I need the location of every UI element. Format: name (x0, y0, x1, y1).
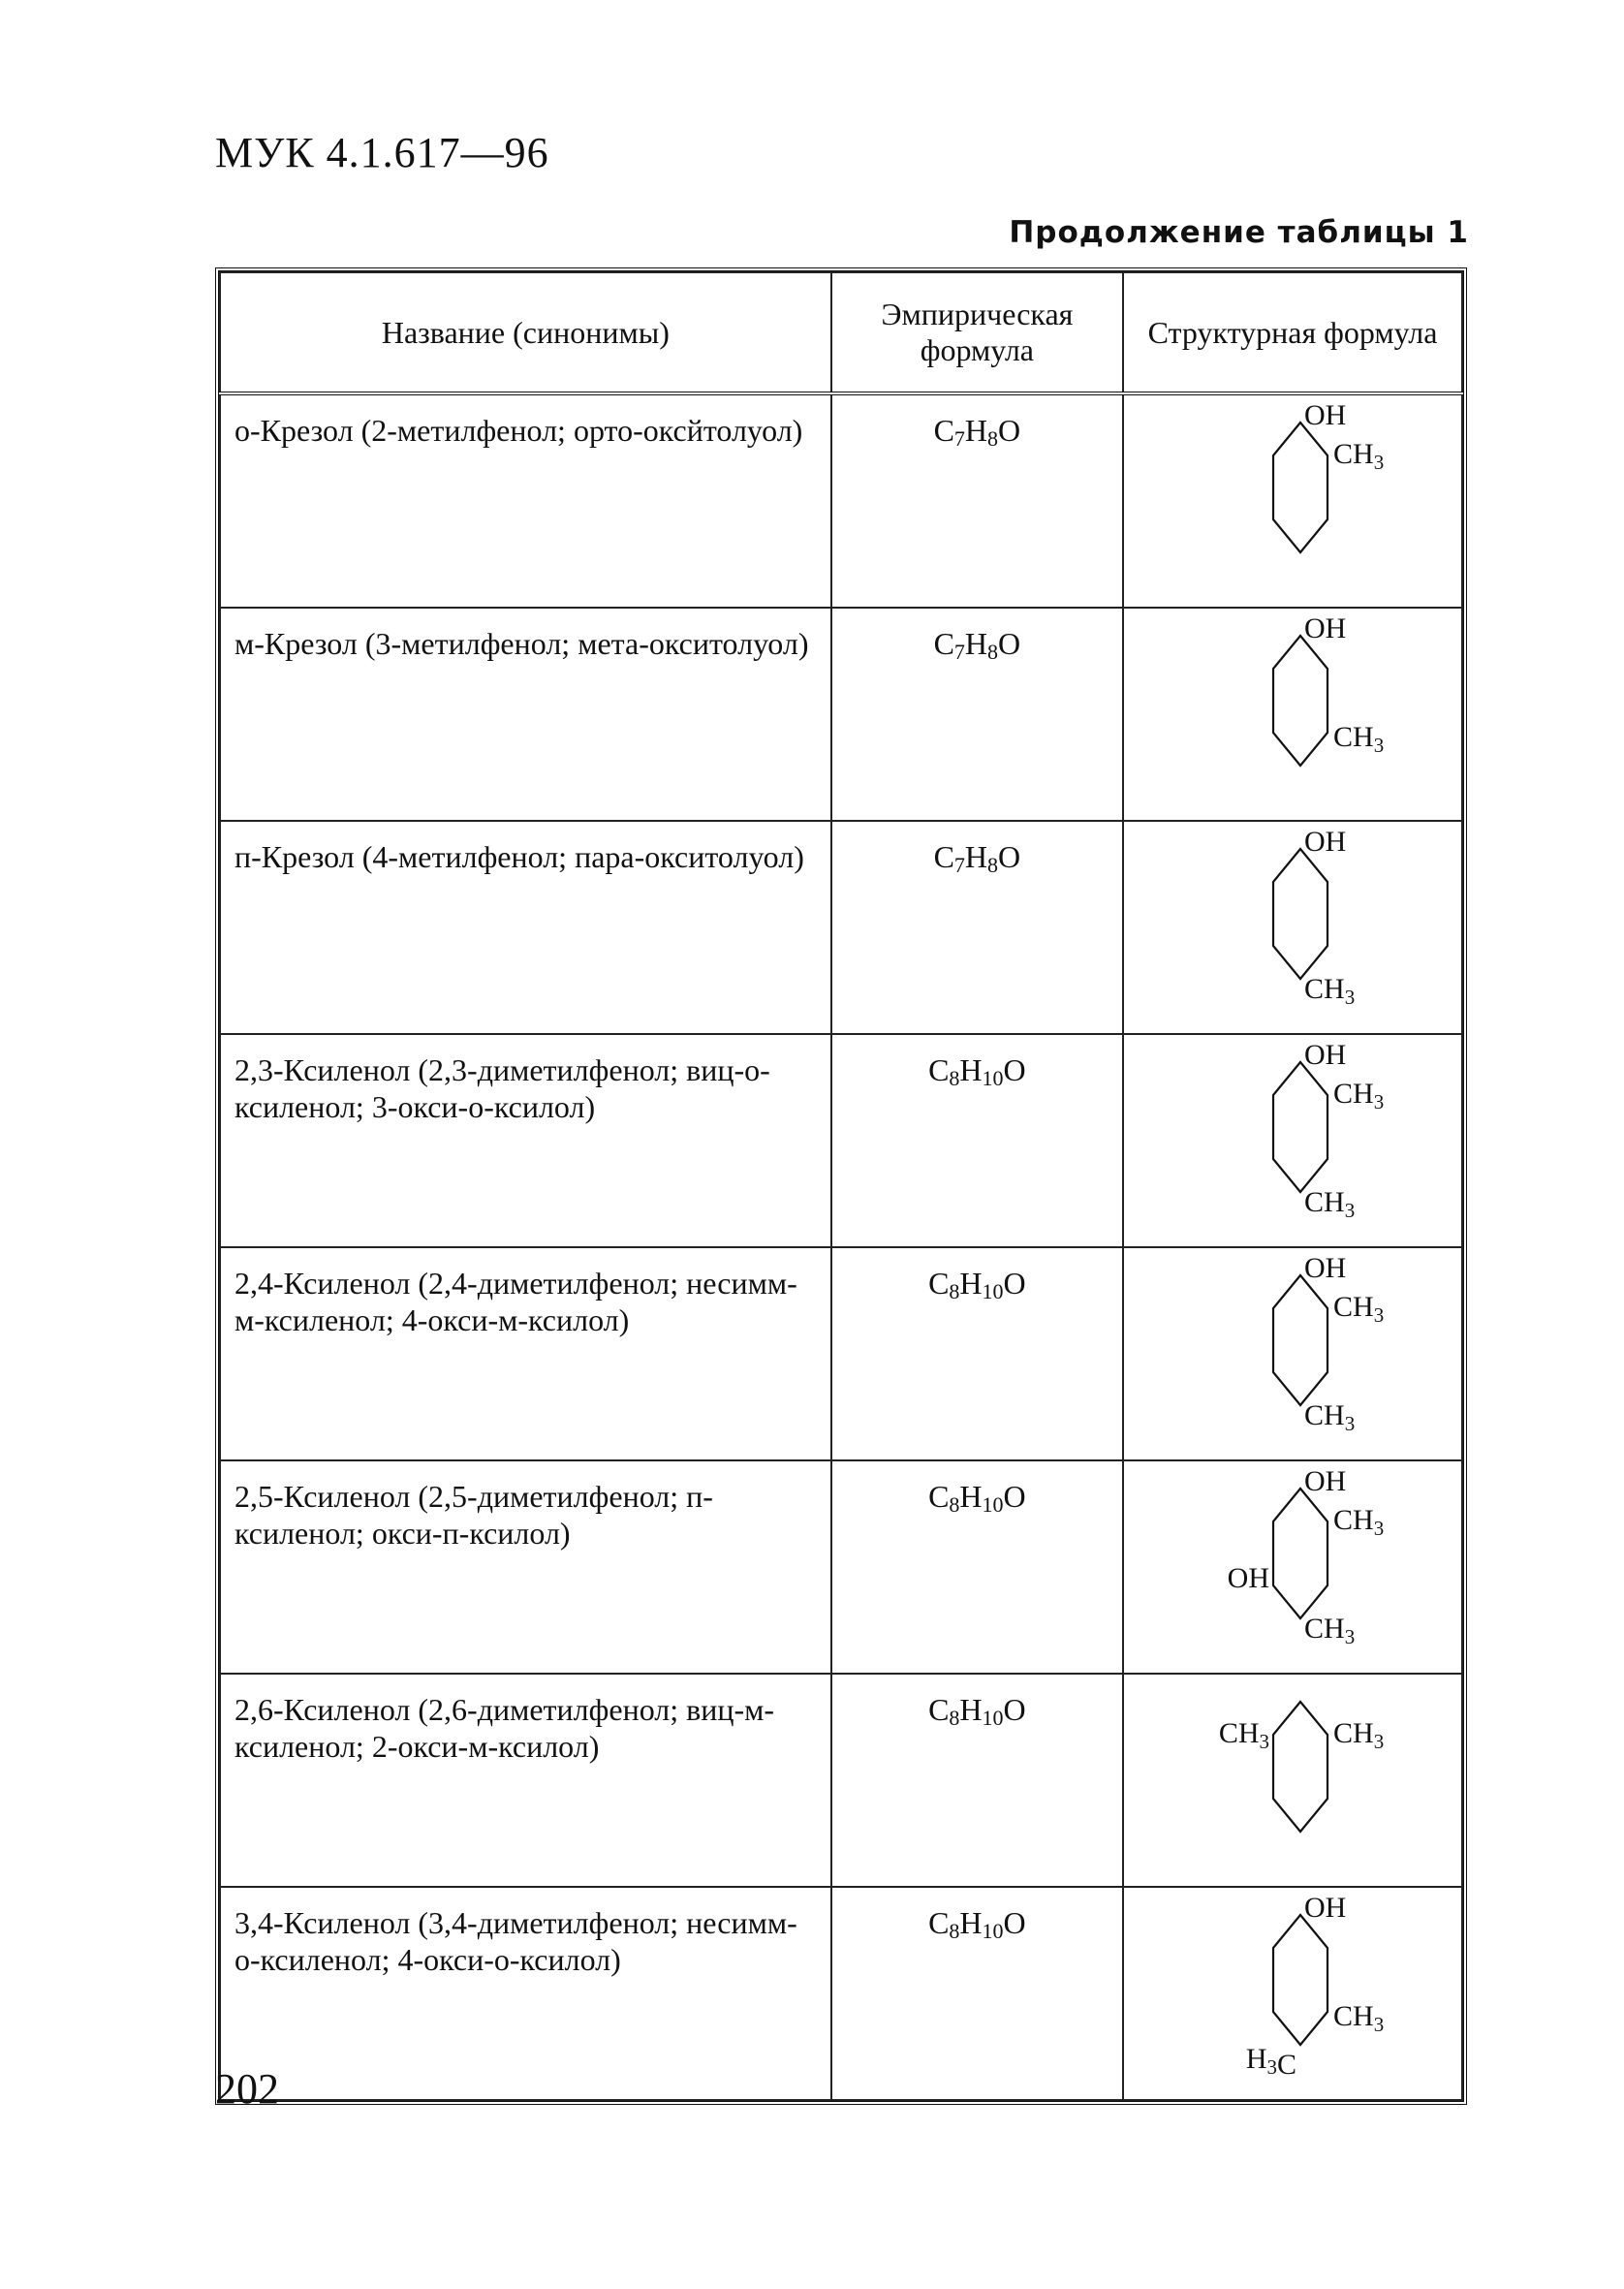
table-row (220, 1674, 1462, 1887)
structural-formula (1123, 608, 1462, 821)
substituent-label: OH (1304, 1252, 1347, 1284)
substituent-label: $CH_3$ (1333, 2000, 1385, 2036)
benzene-ring (1273, 423, 1327, 552)
substituent-label: $CH_3$ (1333, 721, 1385, 757)
substituent-label: $CH_3$ (1218, 1717, 1269, 1753)
substituent-label: $CH_3$ (1304, 1186, 1356, 1222)
compound-name: 2,6-Ксиленол (2,6-диметилфенол; виц-м-ксиленол; 2-окси-м-ксилол) (220, 1674, 831, 1887)
benzene-ring (1273, 1275, 1327, 1405)
substituent-label: $CH_3$ (1333, 1078, 1385, 1113)
empirical-formula: $C_8H_{10}O$ (831, 1460, 1123, 1674)
substituent-label: $CH_3$ (1304, 1399, 1356, 1435)
table-header-row (220, 272, 1462, 393)
substituent-label: OH (1304, 612, 1347, 644)
substituent-label: OH (1227, 1562, 1269, 1594)
benzene-ring (1273, 1062, 1327, 1192)
empirical-formula: $C_8H_{10}O$ (831, 1034, 1123, 1247)
substituent-label: $H_3C$ (1245, 2043, 1296, 2081)
compound-name: 3,4-Ксиленол (3,4-диметилфенол; несимм-о-ксиленол; 4-окси-о-ксилол) (220, 1887, 831, 2100)
substituent-label: OH (1304, 1465, 1347, 1497)
structural-formula (1123, 1674, 1462, 1887)
compound-name: м-Крезол (3-метилфенол; мета-окситолуол) (220, 608, 831, 821)
compound-name: п-Крезол (4-метилфенол; пара-окситолуол) (220, 821, 831, 1034)
benzene-ring (1273, 1489, 1327, 1618)
table-row (220, 1247, 1462, 1460)
document-id: МУК 4.1.617—96 (215, 129, 549, 176)
benzene-ring (1273, 849, 1327, 979)
benzene-ring-diagram (1124, 609, 1461, 802)
column-header-structural: Структурная формула (1123, 272, 1462, 393)
substituent-label: $CH_3$ (1333, 1717, 1385, 1753)
benzene-ring (1273, 636, 1327, 766)
empirical-formula: $C_7H_8O$ (831, 393, 1123, 608)
table-continuation-label: Продолжение таблицы 1 (1009, 215, 1469, 250)
benzene-ring-diagram (1124, 1461, 1461, 1655)
substituent-label: $CH_3$ (1333, 1504, 1385, 1540)
benzene-ring-diagram (1124, 395, 1461, 589)
structural-formula (1123, 1887, 1462, 2100)
compound-name: 2,3-Ксиленол (2,3-диметилфенол; виц-о-ксиленол; 3-окси-о-ксилол) (220, 1034, 831, 1247)
table-row (220, 1034, 1462, 1247)
empirical-formula: $C_7H_8O$ (831, 821, 1123, 1034)
substituent-label: $CH_3$ (1333, 1291, 1385, 1327)
structural-formula (1123, 1247, 1462, 1460)
substituent-label: $CH_3$ (1304, 1613, 1356, 1648)
table-row (220, 1460, 1462, 1674)
empirical-formula: $C_8H_{10}O$ (831, 1674, 1123, 1887)
benzene-ring-diagram (1124, 1675, 1461, 1868)
substituent-label: $CH_3$ (1304, 973, 1356, 1009)
column-header-name: Название (синонимы) (220, 272, 831, 393)
empirical-formula: $C_8H_{10}O$ (831, 1247, 1123, 1460)
structural-formula (1123, 393, 1462, 608)
benzene-ring (1273, 1702, 1327, 1832)
benzene-ring-diagram (1124, 1035, 1461, 1229)
page-number: 202 (215, 2065, 279, 2113)
compound-name: 2,4-Ксиленол (2,4-диметилфенол; несимм-м-ксиленол; 4-окси-м-ксилол) (220, 1247, 831, 1460)
substituent-label: $CH_3$ (1333, 438, 1385, 474)
benzene-ring (1273, 1915, 1327, 2045)
compound-table (215, 267, 1467, 2105)
benzene-ring-diagram (1124, 1248, 1461, 1442)
substituent-label: OH (1304, 1039, 1347, 1071)
compound-name: 2,5-Ксиленол (2,5-диметилфенол; п-ксиленол; окси-п-ксилол) (220, 1460, 831, 1674)
benzene-ring-diagram (1124, 1888, 1461, 2082)
compound-name: о-Крезол (2-метилфенол; орто-оксйтолуол) (220, 393, 831, 608)
substituent-label: OH (1304, 1892, 1347, 1924)
column-header-empirical: Эмпирическая формула (831, 272, 1123, 393)
table-row (220, 821, 1462, 1034)
structural-formula (1123, 1460, 1462, 1674)
substituent-label: OH (1304, 826, 1347, 858)
structural-formula (1123, 1034, 1462, 1247)
substituent-label: OH (1304, 399, 1347, 431)
benzene-ring-diagram (1124, 822, 1461, 1016)
empirical-formula: $C_8H_{10}O$ (831, 1887, 1123, 2100)
table-row (220, 1887, 1462, 2100)
table-row (220, 393, 1462, 608)
structural-formula (1123, 821, 1462, 1034)
empirical-formula: $C_7H_8O$ (831, 608, 1123, 821)
table-row (220, 608, 1462, 821)
